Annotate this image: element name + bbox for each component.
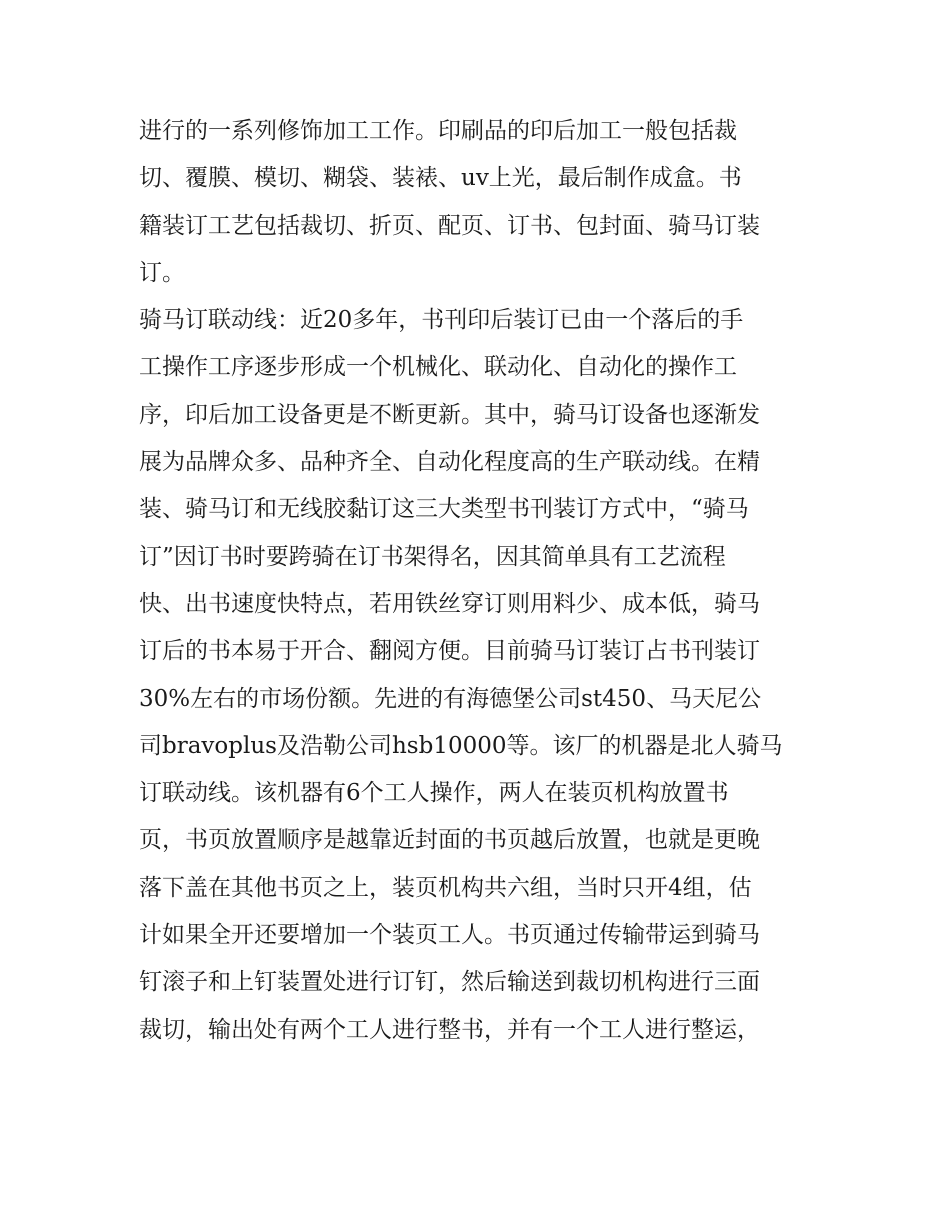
text-line: 落下盖在其他书页之上，装页机构共六组，当时只开4组，估	[139, 874, 752, 901]
text-line: 切、覆膜、模切、糊袋、装裱、uv上光，最后制作成盒。书	[139, 165, 742, 192]
text-line: 工操作工序逐步形成一个机械化、联动化、自动化的操作工	[139, 354, 737, 381]
text-line: 订后的书本易于开合、翻阅方便。目前骑马订装订占书刊装订	[139, 638, 760, 665]
body-text	[139, 108, 819, 1054]
text-line: 钉滚子和上钉装置处进行订钉，然后输送到裁切机构进行三面	[139, 969, 760, 996]
text-line: 订”因订书时要跨骑在订书架得名，因其简单具有工艺流程	[139, 543, 726, 570]
text-line: 计如果全开还要增加一个装页工人。书页通过传输带运到骑马	[139, 922, 760, 949]
text-line: 展为品牌众多、品种齐全、自动化程度高的生产联动线。在精	[139, 449, 760, 476]
text-line: 订联动线。该机器有6个工人操作，两人在装页机构放置书	[139, 780, 729, 807]
text-line: 订。	[139, 259, 185, 286]
text-line: 裁切，输出处有两个工人进行整书，并有一个工人进行整运，	[139, 1016, 760, 1043]
text-line: 页，书页放置顺序是越靠近封面的书页越后放置，也就是更晚	[139, 827, 760, 854]
text-line: 骑马订联动线：近20多年，书刊印后装订已由一个落后的手	[139, 307, 744, 334]
text-line: 30%左右的市场份额。先进的有海德堡公司st450、马天尼公	[139, 685, 762, 712]
text-line: 序，印后加工设备更是不断更新。其中，骑马订设备也逐渐发	[139, 401, 760, 428]
text-line: 装、骑马订和无线胶黏订这三大类型书刊装订方式中，“骑马	[139, 496, 749, 523]
text-line: 进行的一系列修饰加工工作。印刷品的印后加工一般包括裁	[139, 118, 737, 144]
text-line: 籍装订工艺包括裁切、折页、配页、订书、包封面、骑马订装	[139, 212, 760, 239]
text-line: 司bravoplus及浩勒公司hsb10000等。该厂的机器是北人骑马	[139, 732, 783, 759]
text-line: 快、出书速度快特点，若用铁丝穿订则用料少、成本低，骑马	[139, 590, 760, 617]
